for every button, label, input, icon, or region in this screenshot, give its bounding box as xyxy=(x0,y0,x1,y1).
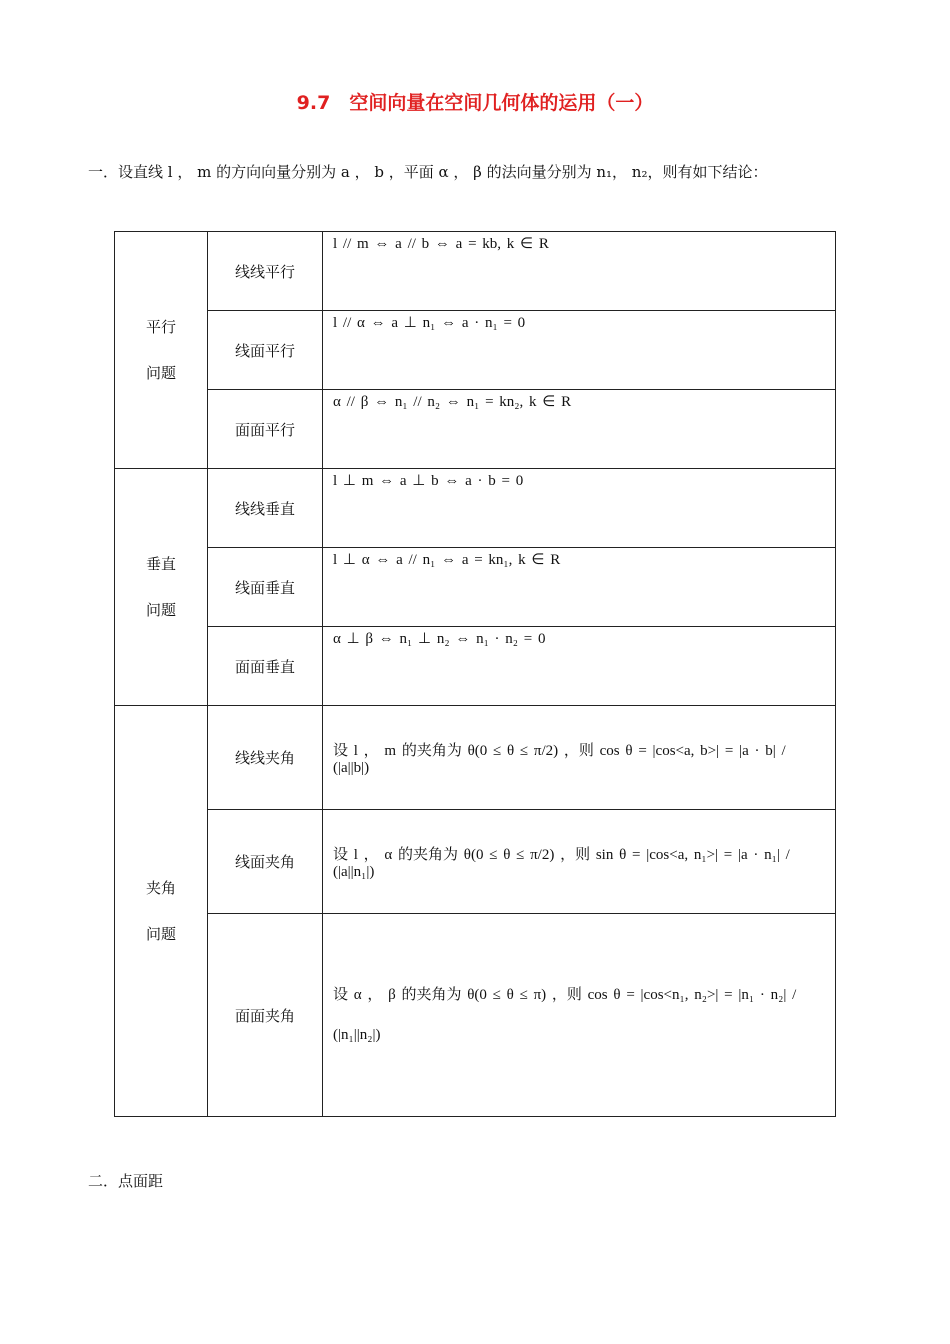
label-line-plane-angle: 线面夹角 xyxy=(208,810,323,914)
formula-plane-plane-parallel: α // β ⇔ n₁ // n₂ ⇔ n₁ = kn₂, k ∈ R xyxy=(323,390,836,469)
formula-line-line-perp: l ⊥ m ⇔ a ⊥ b ⇔ a · b = 0 xyxy=(323,469,836,548)
page-title: 9.7 空间向量在空间几何体的运用（一） xyxy=(296,92,654,114)
formula-line-line-angle: 设 l ， m 的夹角为 θ(0 ≤ θ ≤ π/2) ，则 cos θ = |cos<a, b>| = |a · b| / (|a||b|) xyxy=(323,706,836,810)
formula-line-plane-parallel: l // α ⇔ a ⊥ n₁ ⇔ a · n₁ = 0 xyxy=(323,311,836,390)
label-line-plane-perp: 线面垂直 xyxy=(208,548,323,627)
label-line-line-perp: 线线垂直 xyxy=(208,469,323,548)
label-plane-plane-perp: 面面垂直 xyxy=(208,627,323,706)
conclusion-table xyxy=(114,231,836,1117)
formula-line-plane-angle: 设 l ， α 的夹角为 θ(0 ≤ θ ≤ π/2) ，则 sin θ = |cos<a, n₁>| = |a · n₁| / (|a||n₁|) xyxy=(323,810,836,914)
label-line-line-parallel: 线线平行 xyxy=(208,232,323,311)
label-plane-plane-angle: 面面夹角 xyxy=(208,914,323,1117)
category-angle: 夹角 问题 xyxy=(115,706,208,1117)
formula-line-plane-perp: l ⊥ α ⇔ a // n₁ ⇔ a = kn₁, k ∈ R xyxy=(323,548,836,627)
category-perpendicular: 垂直 问题 xyxy=(115,469,208,706)
intro-text: 一．设直线 l ， m 的方向向量分别为 a ， b ，平面 α ， β 的法向量分别为 n₁， n₂，则有如下结论： xyxy=(88,163,768,181)
section-2-heading: 二．点面距 xyxy=(88,1172,164,1190)
category-parallel: 平行 问题 xyxy=(115,232,208,469)
label-line-line-angle: 线线夹角 xyxy=(208,706,323,810)
label-line-plane-parallel: 线面平行 xyxy=(208,311,323,390)
label-plane-plane-parallel: 面面平行 xyxy=(208,390,323,469)
formula-plane-plane-angle: 设 α ， β 的夹角为 θ(0 ≤ θ ≤ π) ，则 cos θ = |cos<n₁, n₂>| = |n₁ · n₂| / (|n₁||n₂|) xyxy=(323,914,836,1117)
formula-plane-plane-perp: α ⊥ β ⇔ n₁ ⊥ n₂ ⇔ n₁ · n₂ = 0 xyxy=(323,627,836,706)
formula-line-line-parallel: l // m ⇔ a // b ⇔ a = kb, k ∈ R xyxy=(323,232,836,311)
